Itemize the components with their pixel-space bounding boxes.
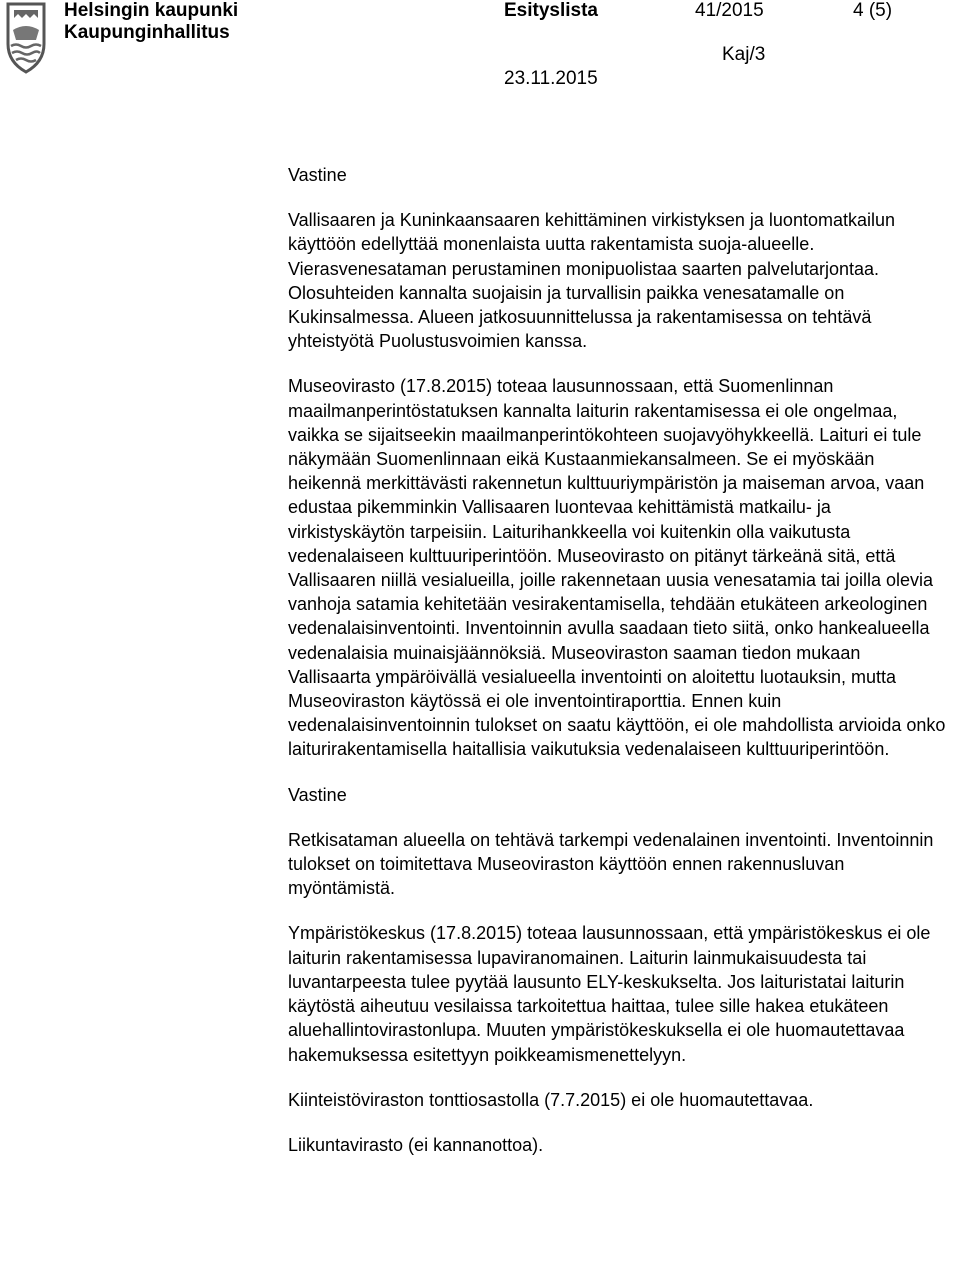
paragraph-ymparistokeskus: Ympäristökeskus (17.8.2015) toteaa lausunnossaan, että ympäristökeskus ei ole laiturin rakentamisessa lupaviranomainen. Laiturin lainmukaisuudesta tai luvantarpeesta tulee pyytää lausunto ELY-keskukselta. Jos laituristatai laiturin käytöstä aiheutuu vesilaissa tarkoitettua haittaa, tulee sille hakea etukäteen aluehallintovirastonlupa. Muuten ympäristökeskuksella ei ole huomautettavaa hakemuksessa esitettyyn poikkeamismenettelyyn. [288,923,931,1065]
header-doc-type: Esityslista [504,0,598,21]
document-body [288,163,948,1157]
header-organization: Helsingin kaupunki [64,0,239,21]
header-body-name: Kaupunginhallitus [64,22,230,43]
paragraph-museovirasto: Museovirasto (17.8.2015) toteaa lausunnossaan, että Suomenlinnan maailmanperintöstatuksen kannalta laiturin rakentamisessa ei ole ongelmaa, vaikka se sijaitseekin maailmanperintökohteen suojavyöhykkeellä. Laituri ei tule näkymään Suomenlinnaan eikä Kustaanmiekansalmeen. Se ei myöskään heikennä merkittävästi rakennetun kulttuuriympäristön ja maiseman arvoa, vaan edustaa pikemminkin Vallisaaren luontevaa kehittämistä matkailu- ja virkistyskäytön tarpeisiin. Laiturihankkeella voi kuitenkin olla vaikutusta vedenalaiseen kulttuuriperintöön. Museovirasto on pitänyt tärkeänä sitä, että Vallisaaren niillä vesialueilla, joille rakennetaan uusia venesatamia tai joilla olevia vanhoja satamia kehitetään vesirakentamisella, tehdään etukäteen arkeologinen vedenalaisinventointi. Inventoinnin avulla saadaan tieto siitä, onko hankealueella vedenalaisia muinaisjäännöksiä. Museoviraston saaman tiedon mukaan Vallisaarta ympäröivällä vesialueella inventointi on aloitettu luotauksin, mutta Museoviraston käytössä ei ole inventointiraporttia. Ennen kuin vedenalaisinventoinnin tulokset on saatu käyttöön, ei ole mahdollista arvioida onko laiturirakentamisella haitallisia vaikutuksia vedenalaiseen kulttuuriperintöön. [288,376,946,760]
header-page-number: 4 (5) [853,0,893,21]
paragraph-vallisaari: Vallisaaren ja Kuninkaansaaren kehittäminen virkistyksen ja luontomatkailun käyttöön edellyttää monenlaista uutta rakentamista suoja-alueelle. Vierasvenesataman perustaminen monipuolistaa saarten palvelutarjontaa. Olosuhteiden kannalta suojaisin ja turvallisin paikka venesatamalle on Kukinsalmessa. Alueen jatkosuunnittelussa ja rakentamisessa on tehtävä yhteistyötä Puolustusvoimien kanssa. [288,210,895,352]
paragraph-kiinteistovirasto: Kiinteistöviraston tonttiosastolla (7.7.2015) ei ole huomautettavaa. [288,1089,814,1110]
header-doc-number: 41/2015 [695,0,764,21]
response-heading: Vastine [288,165,347,185]
header-date: 23.11.2015 [504,68,598,89]
helsinki-coat-of-arms-logo [0,0,52,76]
paragraph-liikuntavirasto: Liikuntavirasto (ei kannanottoa). [288,1134,544,1155]
paragraph-retkisatama: Retkisataman alueella on tehtävä tarkempi vedenalainen inventointi. Inventoinnin tulokset on toimitettava Museoviraston käyttöön ennen rakennusluvan myöntämistä. [288,829,934,899]
header-section: Kaj/3 [722,44,766,65]
response-heading: Vastine [288,784,347,805]
